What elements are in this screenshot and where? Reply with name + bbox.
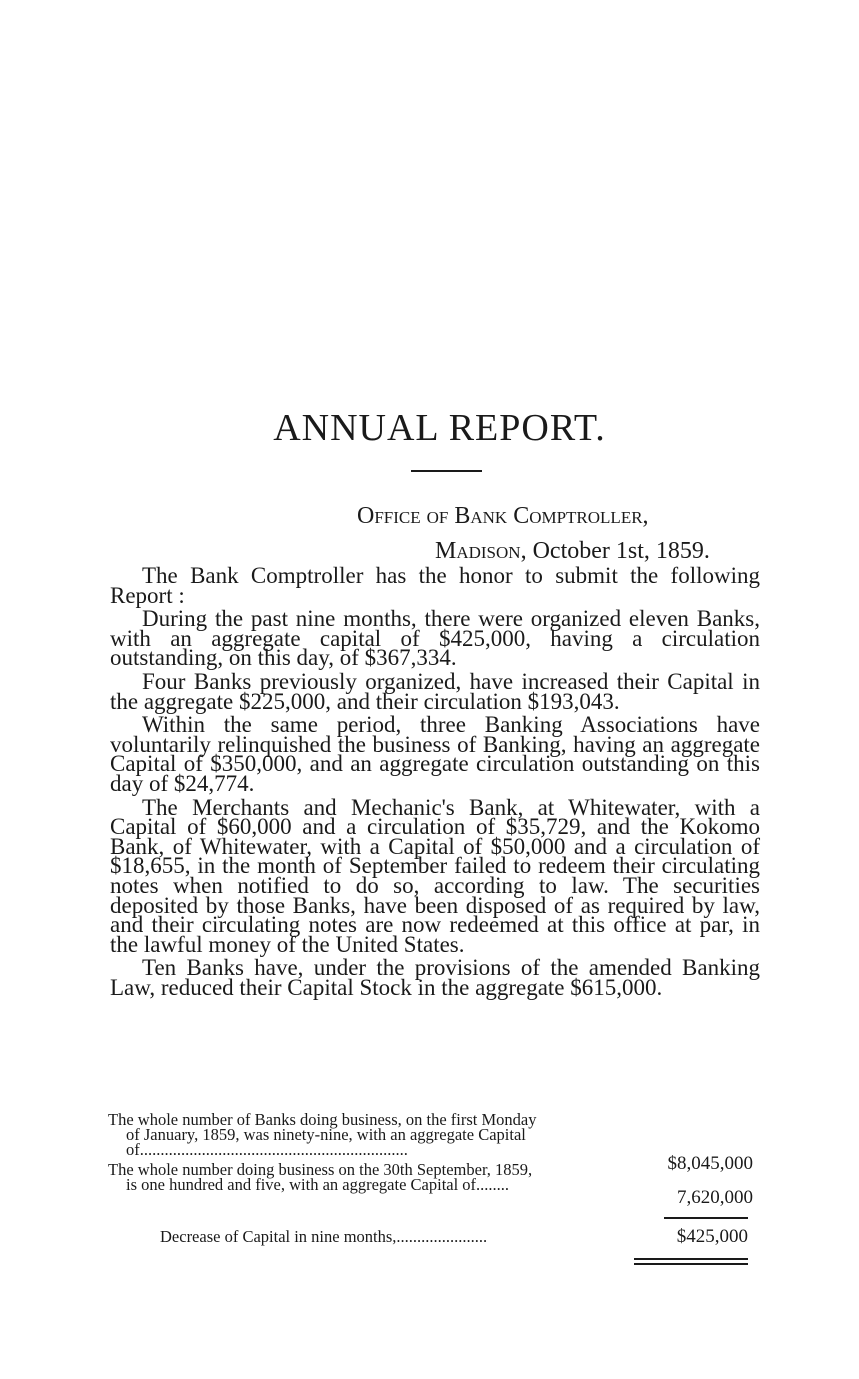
statement-line: of.................................................................	[126, 1140, 408, 1159]
paragraph-increased-capital: Four Banks previously organized, have increased their Capital in the aggregate $225,000, and their circulation $193,043.	[110, 668, 760, 714]
amount-january: $8,045,000	[667, 1153, 753, 1174]
office-line: Office of Bank Comptroller,	[357, 503, 649, 529]
place: Madison,	[435, 538, 527, 564]
amount-september: 7,620,000	[677, 1187, 753, 1208]
title-rule	[411, 470, 482, 472]
statement-line: of January, 1859, was ninety-nine, with an aggregate Capital	[126, 1125, 526, 1144]
decrease-label: Decrease of Capital in nine months,......................	[160, 1227, 488, 1246]
paragraph-failed-banks: The Merchants and Mechanic's Bank, at Whitewater, with a Capital of $60,000 and a circulation of $35,729, and the Kokomo Bank, of Whitewater, with a Capital of $50,000 and a circulation of $18,655, in the month of September failed to redeem their circulating notes when notified to do so, according to law. The securities deposited by those Banks, have been disposed of as required by law, and their circulating notes are now redeemed at this office at par, in the lawful money of the United States.	[110, 794, 760, 957]
sum-rule	[664, 1217, 748, 1219]
paragraph-intro: The Bank Comptroller has the honor to submit the following Report :	[110, 563, 760, 608]
report-title: ANNUAL REPORT.	[273, 407, 606, 449]
report-body	[110, 563, 760, 1000]
date: October 1st, 1859.	[526, 538, 710, 564]
decrease-amount: $425,000	[676, 1226, 748, 1247]
paragraph-new-banks: During the past nine months, there were organized eleven Banks, with an aggregate capital of $425,000, having a circulation outstanding, on this day, of $367,334.	[110, 606, 760, 671]
dateline	[435, 538, 710, 565]
statement-line: The whole number doing business on the 30th September, 1859,	[108, 1160, 533, 1179]
statement-line: is one hundred and five, with an aggregate Capital of........	[126, 1175, 510, 1194]
paragraph-relinquished: Within the same period, three Banking Associations have voluntarily relinquished the business of Banking, having an aggregate Capital of $350,000, and an aggregate circulation outstanding on this day of $24,774.	[110, 712, 760, 796]
paragraph-reduced-capital: Ten Banks have, under the provisions of the amended Banking Law, reduced their Capital Stock in the aggregate $615,000.	[110, 955, 760, 1000]
statement-line: The whole number of Banks doing business, on the first Monday	[108, 1110, 537, 1129]
double-rule-bottom	[634, 1263, 748, 1265]
statement-september	[108, 1160, 753, 1208]
double-rule-top	[634, 1258, 748, 1260]
